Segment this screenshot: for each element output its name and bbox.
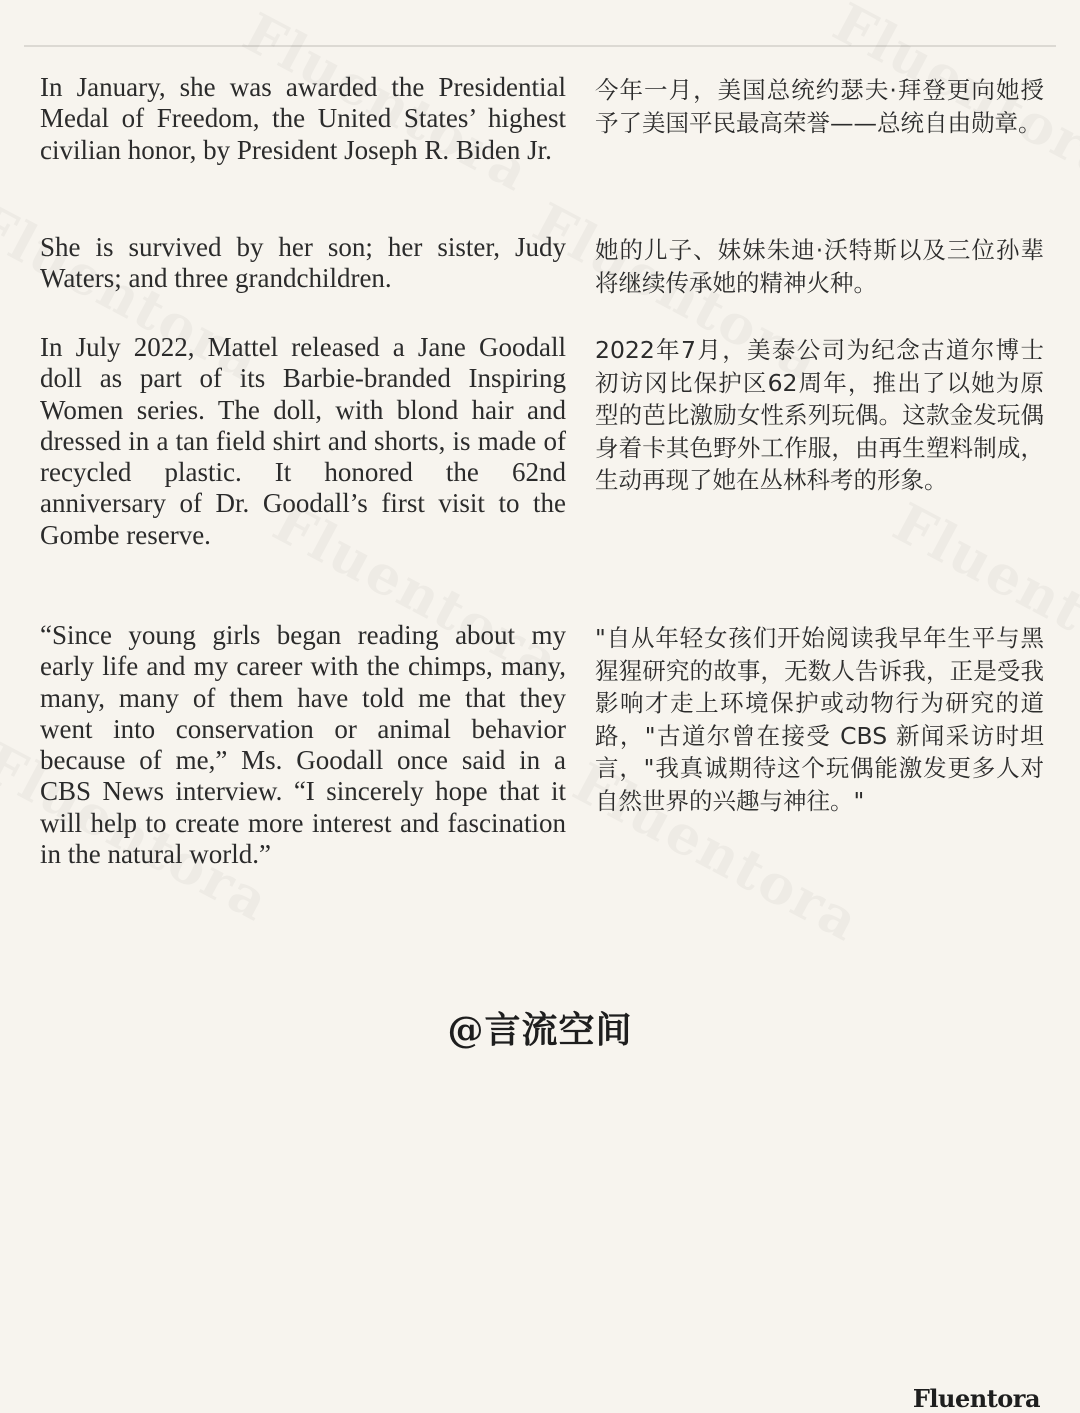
top-divider xyxy=(24,45,1056,47)
paragraph-pair xyxy=(40,232,1044,332)
paragraph-pair xyxy=(40,332,1044,620)
english-paragraph: In January, she was awarded the Presidential Medal of Freedom, the United States’ highest civilian honor, by President Joseph R. Biden Jr. xyxy=(40,72,566,165)
bilingual-content xyxy=(40,72,1044,920)
author-signature: @言流空间 xyxy=(447,1009,633,1051)
chinese-paragraph: 她的儿子、妹妹朱迪·沃特斯以及三位孙辈将继续传承她的精神火种。 xyxy=(595,236,1044,297)
chinese-paragraph: "自从年轻女孩们开始阅读我早年生平与黑猩猩研究的故事，无数人告诉我，正是受我影响才走上环境保护或动物行为研究的道路，"古道尔曾在接受 CBS 新闻采访时坦言，"我真诚期待这个玩偶能激发更多人对自然世界的兴趣与神往。" xyxy=(595,624,1044,815)
english-paragraph: She is survived by her son; her sister, Judy Waters; and three grandchildren. xyxy=(40,232,566,294)
paragraph-pair xyxy=(40,620,1044,920)
brand-logo: Fluentora xyxy=(912,1384,1040,1413)
paragraph-pair xyxy=(40,72,1044,232)
chinese-paragraph: 今年一月，美国总统约瑟夫·拜登更向她授予了美国平民最高荣誉——总统自由勋章。 xyxy=(595,76,1044,137)
english-paragraph: “Since young girls began reading about my early life and my career with the chimps, many, many, many of them have told me that they went into conservation or animal behavior because of me,” Ms. Goodall once said in a CBS News interview. “I sincerely hope that it will help to create more interest and fascination in the natural world.” xyxy=(40,620,566,870)
chinese-paragraph: 2022年7月，美泰公司为纪念古道尔博士初访冈比保护区62周年，推出了以她为原型的芭比激励女性系列玩偶。这款金发玩偶身着卡其色野外工作服，由再生塑料制成，生动再现了她在丛林科考的形象。 xyxy=(595,336,1044,494)
english-paragraph: In July 2022, Mattel released a Jane Goodall doll as part of its Barbie-branded Inspiring Women series. The doll, with blond hair and dressed in a tan field shirt and shorts, is made of recycled plastic. It honored the 62nd anniversary of Dr. Goodall’s first visit to the Gombe reserve. xyxy=(40,332,566,550)
